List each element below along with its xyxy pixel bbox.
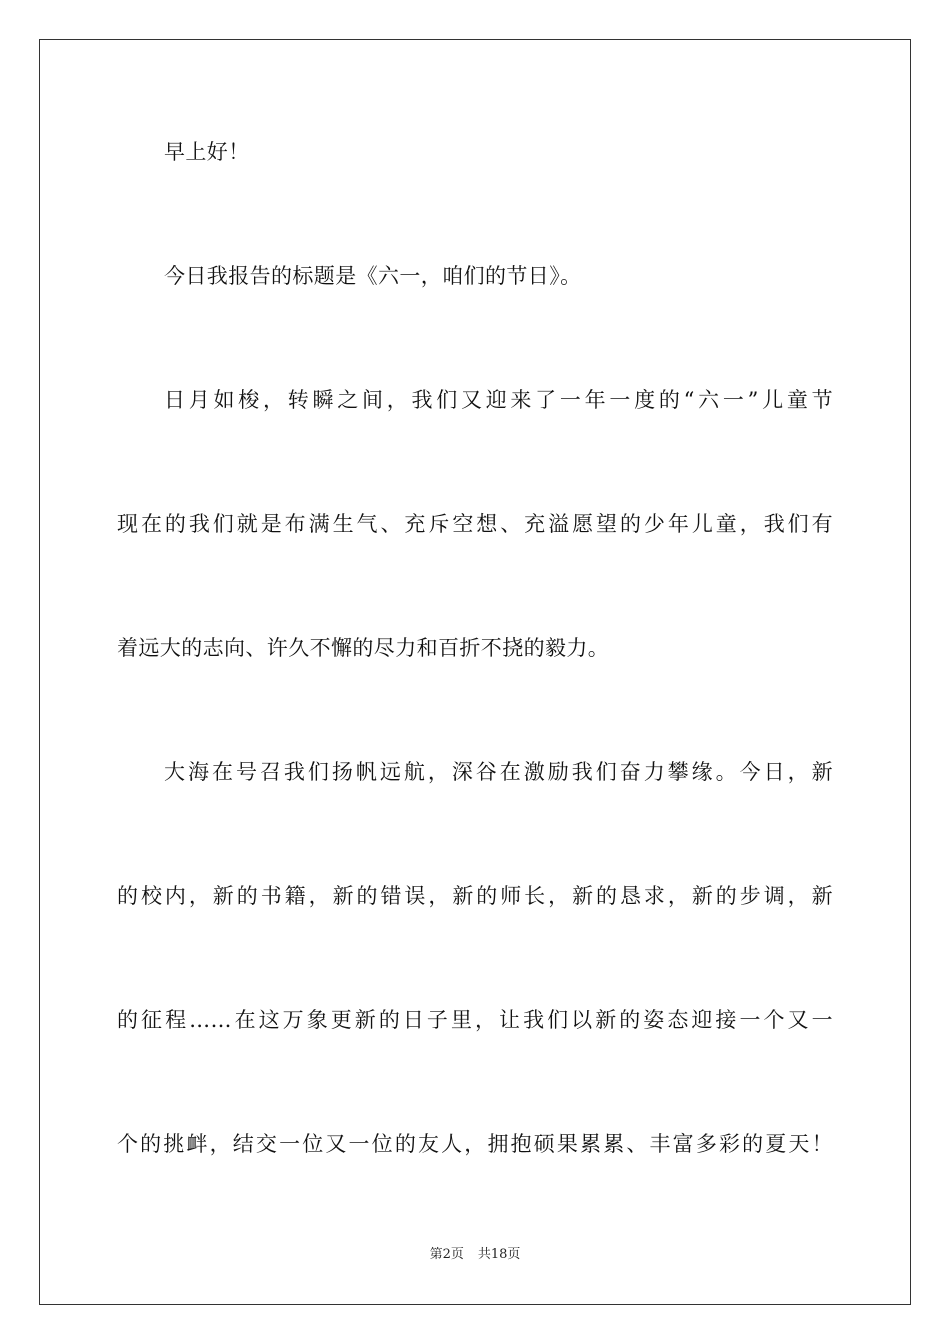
- paragraph-title-line: 今日我报告的标题是《六一，咱们的节日》。: [164, 264, 582, 288]
- page-frame: [39, 39, 911, 1305]
- paragraph-sea-line-4: 个的挑衅，结交一位又一位的友人，拥抱硕果累累、丰富多彩的夏天！: [117, 1132, 833, 1156]
- paragraph-sea-line-1: 大海在号召我们扬帆远航，深谷在激励我们奋力攀缘。今日，新: [164, 760, 833, 784]
- page-total: 共18页: [477, 1247, 521, 1262]
- paragraph-children-day-line: 日月如梭，转瞬之间，我们又迎来了一年一度的“六一”儿童节: [164, 388, 833, 412]
- paragraph-sea-line-2: 的校内，新的书籍，新的错误，新的师长，新的恳求，新的步调，新: [117, 884, 833, 908]
- page-footer: [0, 1246, 950, 1264]
- paragraph-sea-line-3: 的征程……在这万象更新的日子里，让我们以新的姿态迎接一个又一: [117, 1008, 833, 1032]
- paragraph-aspiration-line-1: 现在的我们就是布满生气、充斥空想、充溢愿望的少年儿童，我们有: [117, 512, 833, 536]
- page-number: 第2页: [429, 1247, 464, 1262]
- paragraph-aspiration-line-2: 着远大的志向、许久不懈的尽力和百折不挠的毅力。: [117, 636, 610, 660]
- greeting-line: 早上好！: [164, 140, 250, 164]
